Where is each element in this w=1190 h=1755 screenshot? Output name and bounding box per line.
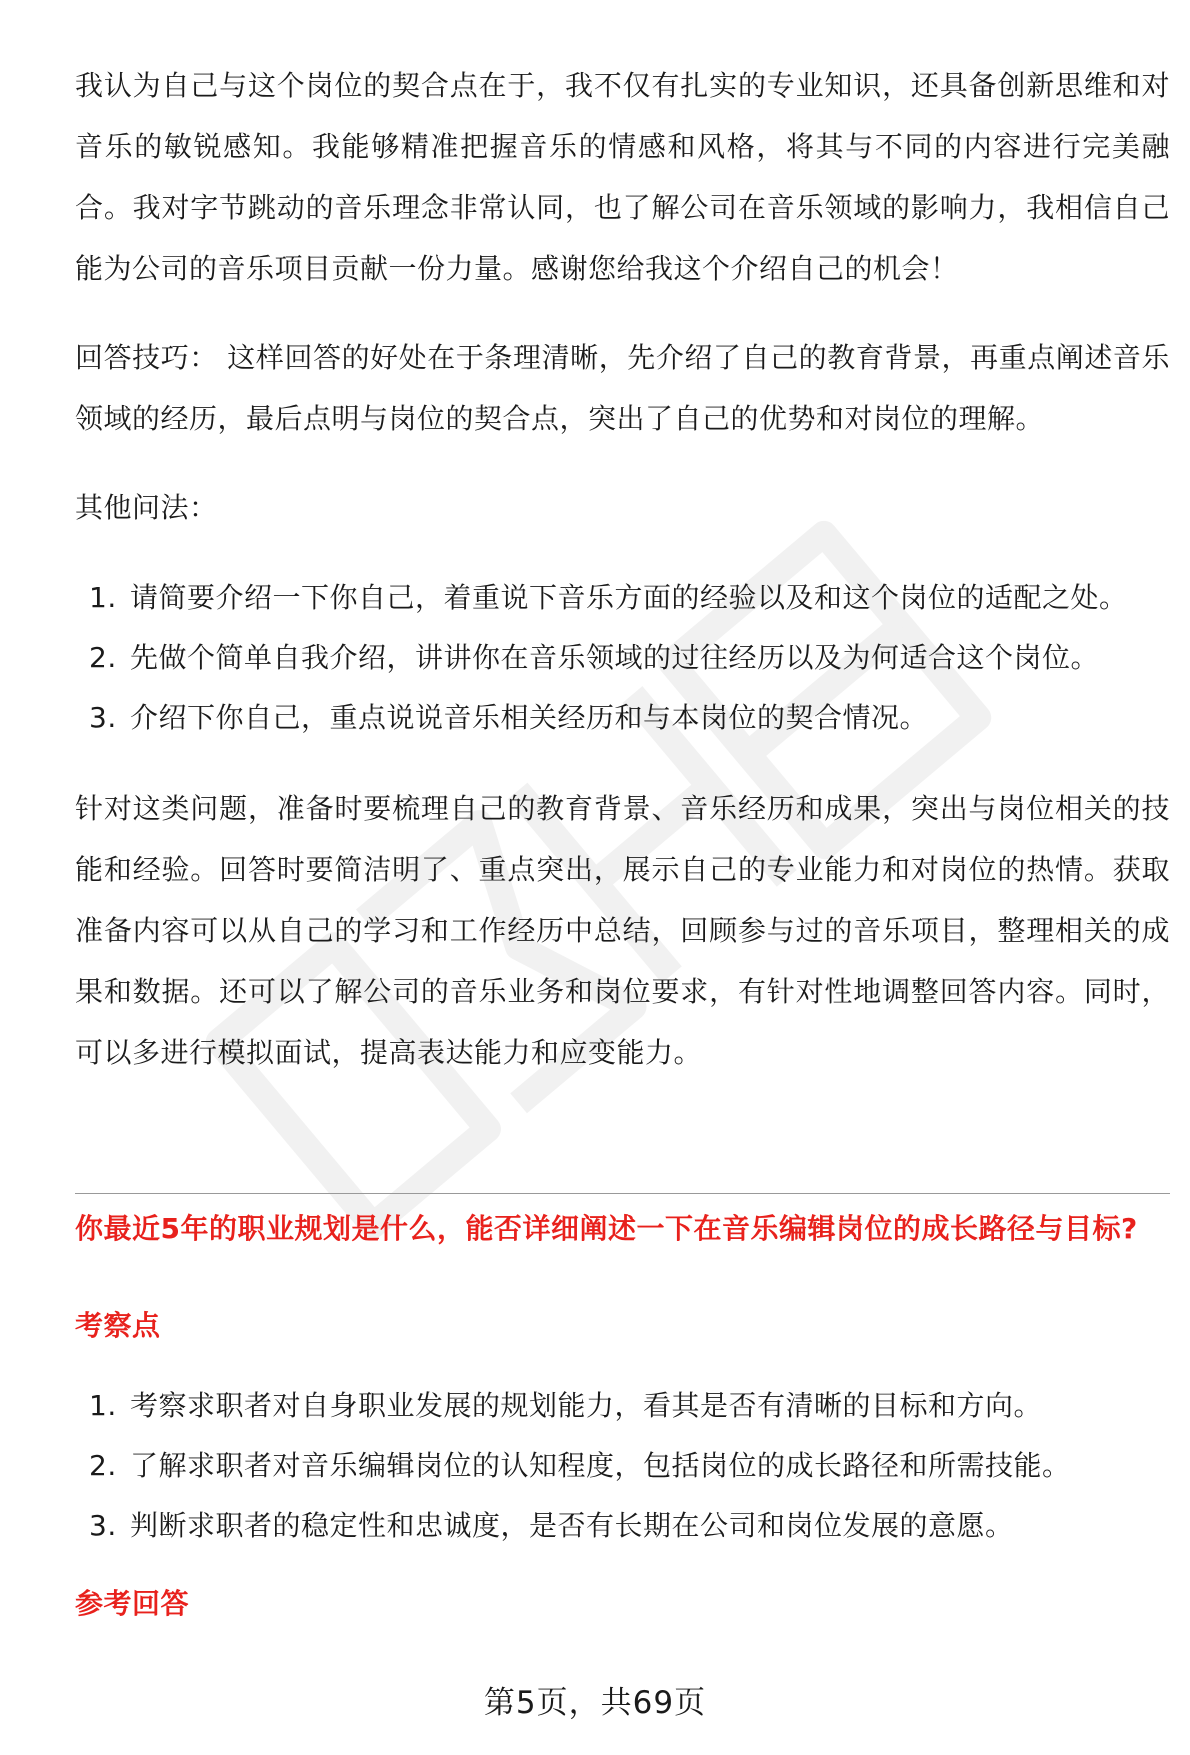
intro-closing-paragraph: 我认为自己与这个岗位的契合点在于，我不仅有扎实的专业知识，还具备创新思维和对音乐的敏锐感知。我能够精准把握音乐的情感和风格，将其与不同的内容进行完美融合。我对字节跳动的音乐理念非常认同，也了解公司在音乐领域的影响力，我相信自己能为公司的音乐项目贡献一份力量。感谢您给我这个介绍自己的机会！ [75, 69, 1170, 285]
page-number: 第5页，共69页 [483, 1685, 707, 1721]
kaochadian-list [75, 1376, 1170, 1556]
other-questions-list [75, 568, 1170, 748]
document-body [75, 55, 1170, 1083]
section-divider [75, 1193, 1170, 1194]
other-questions-label: 其他问法： [75, 491, 218, 524]
list-item: 3. 判断求职者的稳定性和忠诚度，是否有长期在公司和岗位发展的意愿。 [89, 1509, 1014, 1542]
list-item: 2. 了解求职者对音乐编辑岗位的认知程度，包括岗位的成长路径和所需技能。 [89, 1449, 1071, 1482]
list-item: 2. 先做个简单自我介绍，讲讲你在音乐领域的过往经历以及为何适合这个岗位。 [89, 641, 1100, 674]
kaochadian-heading: 考察点 [75, 1309, 161, 1342]
list-item: 1. 请简要介绍一下你自己，着重说下音乐方面的经验以及和这个岗位的适配之处。 [89, 581, 1128, 614]
list-item: 3. 介绍下你自己，重点说说音乐相关经历和与本岗位的契合情况。 [89, 701, 929, 734]
question-title: 你最近5年的职业规划是什么，能否详细阐述一下在音乐编辑岗位的成长路径与目标? [75, 1212, 1138, 1245]
answer-tip-paragraph: 回答技巧： 这样回答的好处在于条理清晰，先介绍了自己的教育背景，再重点阐述音乐领域的经历，最后点明与岗位的契合点，突出了自己的优势和对岗位的理解。 [75, 341, 1170, 435]
list-item: 1. 考察求职者对自身职业发展的规划能力，看其是否有清晰的目标和方向。 [89, 1389, 1043, 1422]
reference-answer-heading: 参考回答 [75, 1587, 190, 1620]
preparation-paragraph: 针对这类问题，准备时要梳理自己的教育背景、音乐经历和成果，突出与岗位相关的技能和经验。回答时要简洁明了、重点突出，展示自己的专业能力和对岗位的热情。获取准备内容可以从自己的学习和工作经历中总结，回顾参与过的音乐项目，整理相关的成果和数据。还可以了解公司的音乐业务和岗位要求，有针对性地调整回答内容。同时，可以多进行模拟面试，提高表达能力和应变能力。 [75, 792, 1170, 1069]
